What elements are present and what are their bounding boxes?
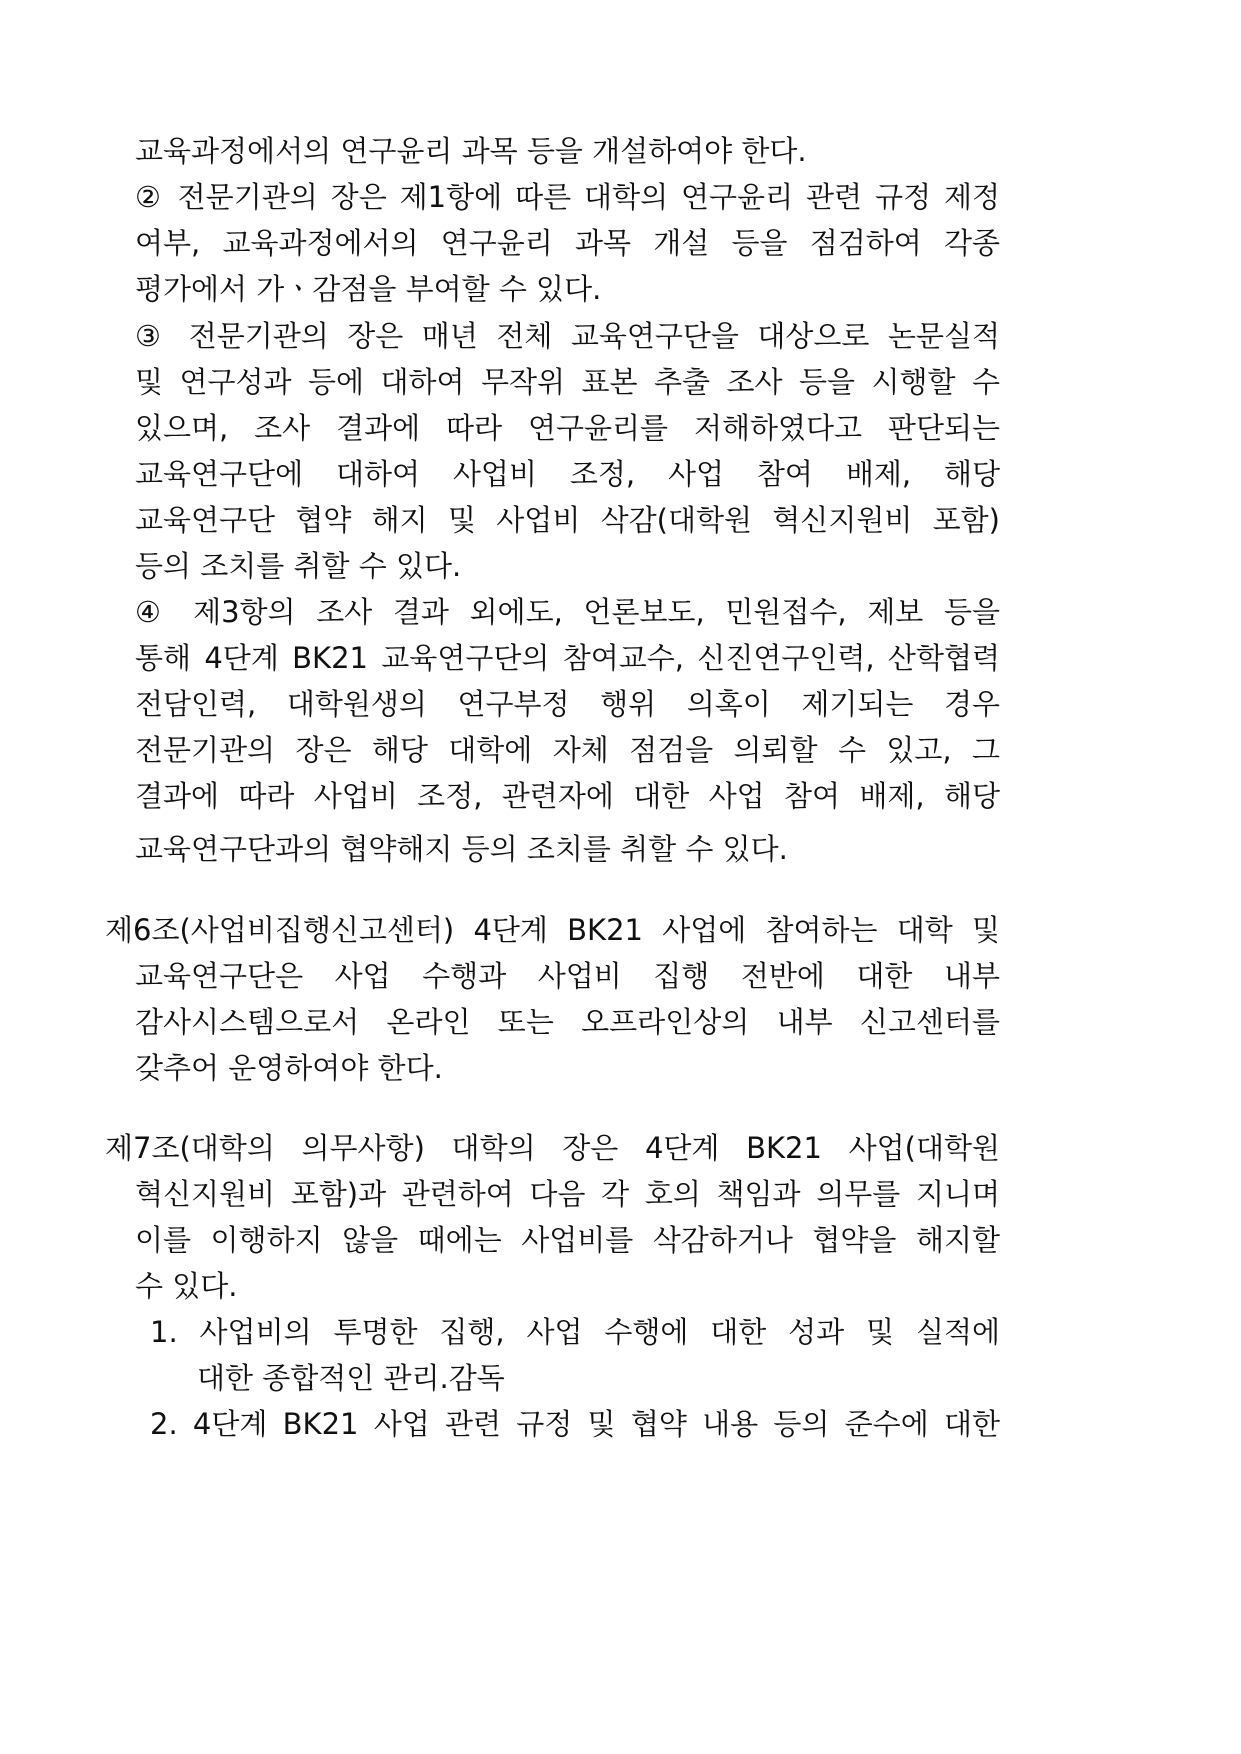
paragraph-line: 교육연구단에 대하여 사업비 조정, 사업 참여 배제, 해당 xyxy=(135,457,1000,491)
paragraph-line: 통해 4단계 BK21 교육연구단의 참여교수, 신진연구인력, 산학협력 xyxy=(135,641,1000,675)
paragraph-line: ③ 전문기관의 장은 매년 전체 교육연구단을 대상으로 논문실적 xyxy=(135,319,1000,353)
paragraph-line: ④ 제3항의 조사 결과 외에도, 언론보도, 민원접수, 제보 등을 xyxy=(135,595,1000,629)
paragraph-line: 교육연구단은 사업 수행과 사업비 집행 전반에 대한 내부 xyxy=(135,959,1000,993)
paragraph-line: 평가에서 가ㆍ감점을 부여할 수 있다. xyxy=(135,272,602,306)
paragraph-line: 여부, 교육과정에서의 연구윤리 과목 개설 등을 점검하여 각종 xyxy=(135,226,1000,260)
list-item-1: 1. 사업비의 투명한 집행, 사업 수행에 대한 성과 및 실적에 xyxy=(150,1315,1000,1349)
paragraph-line: 혁신지원비 포함)과 관련하여 다음 각 호의 책임과 의무를 지니며 xyxy=(135,1177,1000,1211)
list-item-2: 2. 4단계 BK21 사업 관련 규정 및 협약 내용 등의 준수에 대한 xyxy=(150,1407,1000,1441)
list-item-1-continued: 대한 종합적인 관리.감독 xyxy=(197,1361,505,1395)
paragraph-line: 감사시스템으로서 온라인 또는 오프라인상의 내부 신고센터를 xyxy=(135,1005,1000,1039)
paragraph-line: 교육과정에서의 연구윤리 과목 등을 개설하여야 한다. xyxy=(135,134,807,168)
paragraph-line: 이를 이행하지 않을 때에는 사업비를 삭감하거나 협약을 해지할 xyxy=(135,1223,1000,1257)
paragraph-line: 전문기관의 장은 해당 대학에 자체 점검을 의뢰할 수 있고, 그 xyxy=(135,733,1000,767)
paragraph-line: 교육연구단 협약 해지 및 사업비 삭감(대학원 혁신지원비 포함) xyxy=(135,503,1000,537)
paragraph-line: 갖추어 운영하여야 한다. xyxy=(135,1051,443,1085)
paragraph-line: 수 있다. xyxy=(135,1269,238,1303)
paragraph-line: 전담인력, 대학원생의 연구부정 행위 의혹이 제기되는 경우 xyxy=(135,687,1000,721)
article-6-heading-line: 제6조(사업비집행신고센터) 4단계 BK21 사업에 참여하는 대학 및 xyxy=(105,913,1000,947)
paragraph-line: ② 전문기관의 장은 제1항에 따른 대학의 연구윤리 관련 규정 제정 xyxy=(135,180,1000,214)
paragraph-line: 결과에 따라 사업비 조정, 관련자에 대한 사업 참여 배제, 해당 xyxy=(135,779,1000,813)
article-7-heading-line: 제7조(대학의 의무사항) 대학의 장은 4단계 BK21 사업(대학원 xyxy=(105,1131,1000,1165)
paragraph-line: 교육연구단과의 협약해지 등의 조치를 취할 수 있다. xyxy=(135,832,788,866)
paragraph-line: 등의 조치를 취할 수 있다. xyxy=(135,549,462,583)
paragraph-line: 및 연구성과 등에 대하여 무작위 표본 추출 조사 등을 시행할 수 xyxy=(135,365,1000,399)
paragraph-line: 있으며, 조사 결과에 따라 연구윤리를 저해하였다고 판단되는 xyxy=(135,411,1000,445)
